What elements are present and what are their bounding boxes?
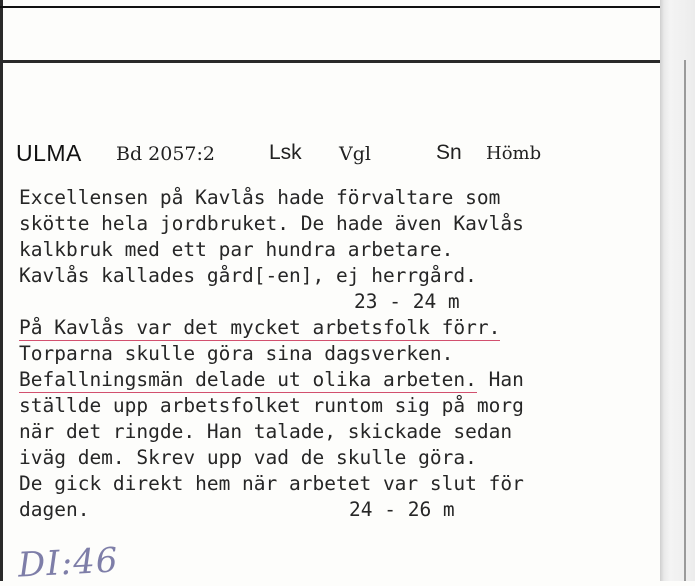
body-line-11: De gick direkt hem när arbetet var slut för bbox=[19, 472, 524, 495]
body-line-12: dagen. bbox=[19, 498, 90, 521]
body-line-8: ställde upp arbetsfolket runtom sig på morg bbox=[19, 394, 524, 417]
record-reference: Bd 2057:2 bbox=[116, 143, 216, 165]
parish-label: Sn bbox=[436, 141, 462, 164]
underlined-sentence-1: På Kavlås var det mycket arbetsfolk förr. bbox=[19, 316, 501, 339]
province-value: Vgl bbox=[339, 143, 371, 165]
card-left-edge bbox=[0, 0, 3, 581]
underlined-sentence-2: Befallningsmän delade ut olika arbeten. bbox=[19, 368, 477, 391]
body-line-9: när det ringde. Han talade, skickade sedan bbox=[19, 420, 513, 443]
body-line-7 bbox=[19, 367, 524, 393]
body-line-3: kalkbruk med ett par hundra arbetare. bbox=[19, 238, 454, 261]
province-label: Lsk bbox=[269, 141, 302, 164]
card-top-strip bbox=[0, 0, 660, 8]
body-line-1: Excellensen på Kavlås hade förvaltare som bbox=[19, 186, 501, 209]
reference-range-2: 24 - 26 m bbox=[349, 498, 455, 521]
card-right-line bbox=[684, 60, 686, 581]
body-line-7-tail: Han bbox=[476, 368, 524, 391]
reference-range-1: 23 - 24 m bbox=[354, 290, 460, 313]
body-line-5 bbox=[19, 315, 500, 341]
body-line-2: skötte hela jordbruket. De hade även Kavlås bbox=[19, 212, 524, 235]
card-header bbox=[16, 140, 656, 174]
handwritten-stamp: DI:46 bbox=[17, 540, 120, 586]
parish-value: Hömb bbox=[486, 143, 542, 164]
body-line-10: iväg dem. Skrev upp vad de skulle göra. bbox=[19, 446, 477, 469]
card-right-edge bbox=[660, 0, 695, 581]
body-line-4: Kavlås kallades gård[-en], ej herrgård. bbox=[19, 264, 477, 287]
body-line-6: Torparna skulle göra sina dagsverken. bbox=[19, 342, 454, 365]
card-top-rule bbox=[0, 60, 660, 63]
archive-name: ULMA bbox=[16, 140, 82, 166]
